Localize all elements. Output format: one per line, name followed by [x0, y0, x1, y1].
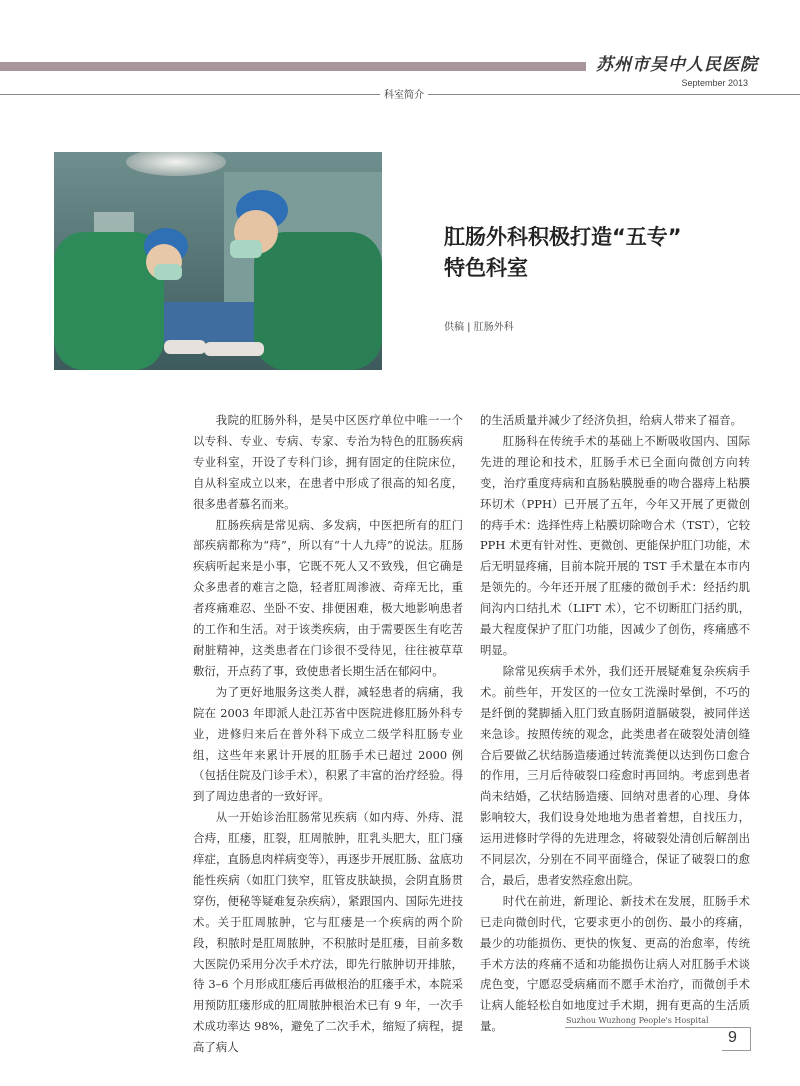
footer-hospital-name: Suzhou Wuzhong People's Hospital — [566, 1016, 709, 1025]
surgery-photo — [54, 152, 382, 370]
article-column-right — [480, 410, 750, 1037]
article-title-line-2: 特色科室 — [444, 256, 528, 280]
article-title — [444, 222, 764, 284]
hospital-name: 苏州市吴中人民医院 — [596, 55, 758, 75]
issue-date: September 2013 — [681, 78, 748, 88]
section-label: 科室简介 — [380, 86, 428, 101]
paragraph: 肛肠疾病是常见病、多发病，中医把所有的肛门部疾病都称为“痔”，所以有“十人九痔”的说法。肛肠疾病听起来是小事，它既不死人又不致残，但它确是众多患者的难言之隐，轻者肛周渗液、奇痒无比，重者疼痛难忍、坐卧不安、排便困难，极大地影响患者的工作和生活。对于该类疾病，由于需要医生有吃苦耐脏精神，这类患者在门诊很不受待见，往往被草草敷衍，开点药了事，致使患者长期生活在郁闷中。 — [193, 517, 463, 678]
article-column-left — [193, 410, 463, 1058]
paragraph: 除常见疾病手术外，我们还开展疑难复杂疾病手术。前些年，开发区的一位女工洗澡时晕倒，不巧的是纤倒的凳脚插入肛门致直肠阴道膈破裂，被同伴送来急诊。按照传统的观念，此类患者在破裂处清创缝合后要做乙状结肠造瘘通过转流粪便以达到伤口愈合的作用，三月后待破裂口痊愈时再回纳。考虑到患者尚未结婚，乙状结肠造瘘、回纳对患者的心理、身体影响较大，我们设身处地地为患者着想，自找压力，运用进修时学得的先进理念，将破裂处清创后解剖出不同层次，分别在不同平面缝合，保证了破裂口的愈合，最后，患者安然痊愈出院。 — [480, 663, 750, 887]
paragraph: 为了更好地服务这类人群，减轻患者的病痛，我院在 2003 年即派人赴江苏省中医院进修肛肠外科专业，进修归来后在普外科下成立二级学科肛肠专业组，这些年来累计开展的肛肠手术已超过 2000 例（包括住院及门诊手术），积累了丰富的治疗经验。得到了周边患者的一致好评。 — [193, 684, 463, 804]
paragraph: 时代在前进，新理论、新技术在发展，肛肠手术已走向微创时代，它要求更小的创伤、最小的疼痛，最少的功能损伤、更快的恢复、更高的治愈率，传统手术方法的疼痛不适和功能损伤让病人对肛肠手术谈虎色变，宁愿忍受病痛而不愿手术治疗，而微创手术让病人能轻松自如地度过手术期，拥有更高的生活质量。 — [480, 893, 750, 1034]
header-bar — [0, 62, 586, 71]
byline: 供稿 | 肛肠外科 — [444, 322, 514, 333]
paragraph: 我院的肛肠外科，是吴中区医疗单位中唯一一个以专科、专业、专病、专家、专治为特色的肛肠疾病专业科室，开设了专科门诊，拥有固定的住院床位，自从科室成立以来，在患者中形成了很高的知名度，很多患者慕名而来。 — [193, 413, 463, 511]
paragraph: 从一开始诊治肛肠常见疾病（如内痔、外痔、混合痔，肛瘘，肛裂，肛周脓肿，肛乳头肥大，肛门瘙痒症，直肠息肉样病变等），再逐步开展肛肠、盆底功能性疾病（如肛门狭窄，肛管皮肤缺损，会阴直肠贯穿伤，便秘等疑难复杂疾病），紧跟国内、国际先进技术。关于肛周脓肿，它与肛瘘是一个疾病的两个阶段，积脓时是肛周脓肿，不积脓时是肛瘘，目前多数大医院仍采用分次手术疗法，即先行脓肿切开排脓，待 3–6 个月形成肛瘘后再做根治的肛瘘手术，本院采用预防肛瘘形成的肛周脓肿根治术已有 9 年，一次手术成功率达 98%，避免了二次手术，缩短了病程，提高了病人 — [193, 810, 463, 1055]
paragraph: 的生活质量并减少了经济负担，给病人带来了福音。 — [480, 413, 742, 427]
paragraph: 肛肠科在传统手术的基础上不断吸收国内、国际先进的理论和技术，肛肠手术已全面向微创方向转变，治疗重度痔病和直肠粘膜脱垂的吻合器痔上粘膜环切术（PPH）已开展了五年，今年又开展了更微创的痔手术：选择性痔上粘膜切除吻合术（TST），它较 PPH 术更有针对性、更微创、更能保护肛门功能，术后无明显疼痛，目前本院开展的 TST 手术量在本市内是领先的。今年还开展了肛瘘的微创手术：经括约肌间沟内口结扎术（LIFT 术），它不切断肛门括约肌，最大程度保护了肛门功能，因减少了创伤，疼痛感不明显。 — [480, 433, 750, 657]
page-number: 9 — [728, 1029, 737, 1046]
article-title-line-1: 肛肠外科积极打造“五专” — [444, 225, 682, 249]
